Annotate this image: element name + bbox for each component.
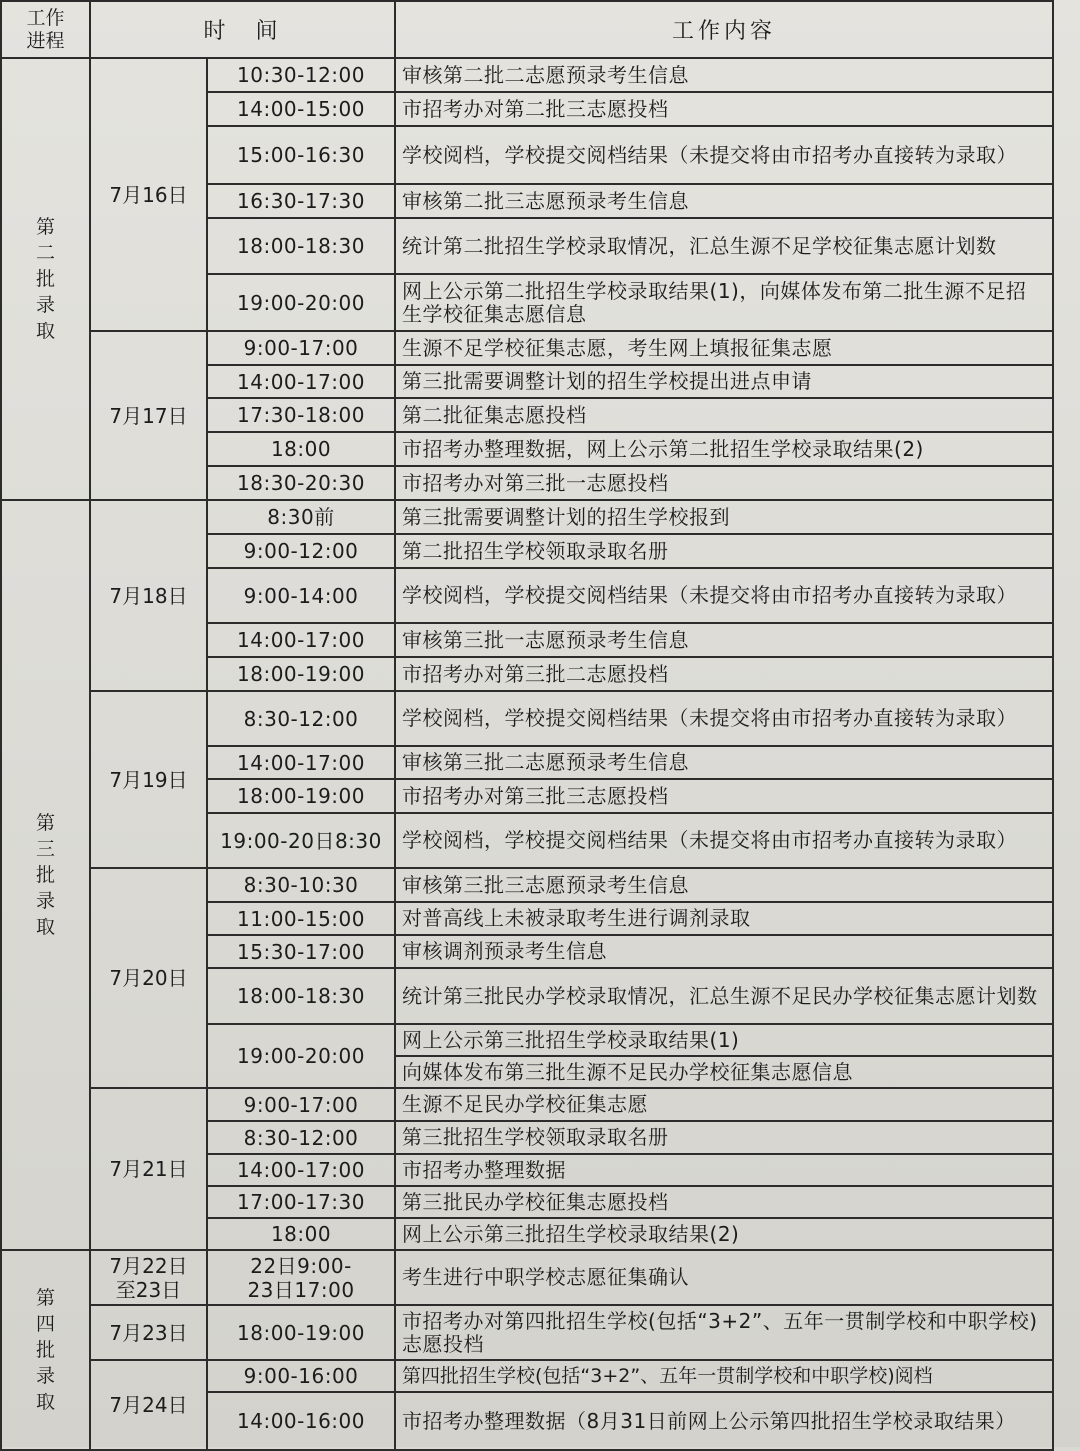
task-cell: 审核第二批三志愿预录考生信息 [395, 184, 1053, 218]
time-cell: 10:30-12:00 [207, 58, 395, 92]
time-cell: 19:00-20:00 [207, 1024, 395, 1088]
date-cell: 7月23日 [90, 1305, 207, 1360]
time-cell: 18:00-19:00 [207, 657, 395, 691]
task-cell: 生源不足学校征集志愿，考生网上填报征集志愿 [395, 331, 1053, 365]
date-cell: 7月24日 [90, 1360, 207, 1450]
phase-cell [1, 1250, 90, 1450]
phase-label: 第二批录取 [35, 216, 55, 342]
table-row [1, 868, 1053, 902]
time-cell: 14:00-17:00 [207, 1154, 395, 1186]
date-cell: 7月18日 [90, 500, 207, 691]
task-cell: 第二批招生学校领取录取名册 [395, 534, 1053, 568]
table-row [1, 58, 1053, 92]
time-cell: 18:00 [207, 1218, 395, 1250]
time-cell: 9:00-17:00 [207, 1088, 395, 1121]
table-row [1, 500, 1053, 534]
task-cell: 第三批需要调整计划的招生学校报到 [395, 500, 1053, 534]
table-row [1, 1360, 1053, 1392]
task-cell: 第三批需要调整计划的招生学校提出进点申请 [395, 365, 1053, 398]
time-cell: 18:30-20:30 [207, 466, 395, 500]
time-cell: 14:00-17:00 [207, 623, 395, 657]
time-cell: 22日9:00- 23日17:00 [207, 1250, 395, 1305]
time-cell: 8:30-12:00 [207, 1121, 395, 1154]
time-cell: 14:00-17:00 [207, 746, 395, 779]
time-cell: 9:00-17:00 [207, 331, 395, 365]
time-cell: 9:00-16:00 [207, 1360, 395, 1392]
time-cell: 14:00-16:00 [207, 1392, 395, 1450]
header-stage: 工作 进程 [1, 1, 90, 58]
time-cell: 8:30-12:00 [207, 691, 395, 746]
task-cell: 学校阅档，学校提交阅档结果（未提交将由市招考办直接转为录取） [395, 691, 1053, 746]
time-cell: 15:30-17:00 [207, 935, 395, 968]
date-cell: 7月17日 [90, 331, 207, 500]
time-cell: 18:00 [207, 432, 395, 466]
header-content: 工作内容 [395, 1, 1053, 58]
task-cell: 审核调剂预录考生信息 [395, 935, 1053, 968]
phase-label: 第三批录取 [35, 812, 55, 938]
task-cell: 市招考办整理数据（8月31日前网上公示第四批招生学校录取结果） [395, 1392, 1053, 1450]
task-cell: 学校阅档，学校提交阅档结果（未提交将由市招考办直接转为录取） [395, 568, 1053, 623]
task-cell: 统计第二批招生学校录取情况，汇总生源不足学校征集志愿计划数 [395, 218, 1053, 274]
time-cell: 9:00-12:00 [207, 534, 395, 568]
time-cell: 15:00-16:30 [207, 126, 395, 184]
time-cell: 18:00-18:30 [207, 968, 395, 1024]
phase-cell [1, 500, 90, 1250]
time-cell: 9:00-14:00 [207, 568, 395, 623]
task-cell: 市招考办对第三批一志愿投档 [395, 466, 1053, 500]
date-cell: 7月20日 [90, 868, 207, 1088]
phase-cell [1, 58, 90, 500]
time-cell: 8:30前 [207, 500, 395, 534]
task-cell: 第三批招生学校领取录取名册 [395, 1121, 1053, 1154]
task-cell: 第三批民办学校征集志愿投档 [395, 1186, 1053, 1218]
table-row [1, 1305, 1053, 1360]
task-cell: 审核第二批二志愿预录考生信息 [395, 58, 1053, 92]
time-cell: 18:00-19:00 [207, 1305, 395, 1360]
time-cell: 14:00-17:00 [207, 365, 395, 398]
task-cell: 第二批征集志愿投档 [395, 398, 1053, 432]
task-cell: 审核第三批二志愿预录考生信息 [395, 746, 1053, 779]
date-cell: 7月21日 [90, 1088, 207, 1250]
task-cell: 网上公示第二批招生学校录取结果(1)，向媒体发布第二批生源不足招生学校征集志愿信息 [395, 274, 1053, 331]
table-row [1, 1088, 1053, 1121]
task-cell: 市招考办整理数据，网上公示第二批招生学校录取结果(2) [395, 432, 1053, 466]
time-cell: 8:30-10:30 [207, 868, 395, 902]
time-cell: 18:00-18:30 [207, 218, 395, 274]
time-cell: 16:30-17:30 [207, 184, 395, 218]
header-row [1, 1, 1053, 58]
time-cell: 17:30-18:00 [207, 398, 395, 432]
header-time: 时 间 [90, 1, 395, 58]
table-row [1, 331, 1053, 365]
task-cell: 第四批招生学校(包括“3+2”、五年一贯制学校和中职学校)阅档 [395, 1360, 1053, 1392]
phase-label: 第四批录取 [35, 1287, 55, 1413]
task-cell: 审核第三批一志愿预录考生信息 [395, 623, 1053, 657]
task-cell: 统计第三批民办学校录取情况，汇总生源不足民办学校征集志愿计划数 [395, 968, 1053, 1024]
date-cell: 7月19日 [90, 691, 207, 868]
time-cell: 17:00-17:30 [207, 1186, 395, 1218]
time-cell: 14:00-15:00 [207, 92, 395, 126]
task-cell: 学校阅档，学校提交阅档结果（未提交将由市招考办直接转为录取） [395, 813, 1053, 868]
task-cell: 市招考办整理数据 [395, 1154, 1053, 1186]
task-cell: 市招考办对第二批三志愿投档 [395, 92, 1053, 126]
task-cell: 学校阅档，学校提交阅档结果（未提交将由市招考办直接转为录取） [395, 126, 1053, 184]
task-cell: 向媒体发布第三批生源不足民办学校征集志愿信息 [395, 1056, 1053, 1088]
task-cell: 市招考办对第三批二志愿投档 [395, 657, 1053, 691]
task-cell: 网上公示第三批招生学校录取结果(1) [395, 1024, 1053, 1056]
task-cell: 生源不足民办学校征集志愿 [395, 1088, 1053, 1121]
table-row [1, 691, 1053, 746]
task-cell: 市招考办对第三批三志愿投档 [395, 779, 1053, 813]
task-cell: 审核第三批三志愿预录考生信息 [395, 868, 1053, 902]
time-cell: 11:00-15:00 [207, 902, 395, 935]
time-cell: 19:00-20:00 [207, 274, 395, 331]
table-row [1, 1250, 1053, 1305]
time-cell: 18:00-19:00 [207, 779, 395, 813]
time-cell: 19:00-20日8:30 [207, 813, 395, 868]
task-cell: 网上公示第三批招生学校录取结果(2) [395, 1218, 1053, 1250]
task-cell: 对普高线上未被录取考生进行调剂录取 [395, 902, 1053, 935]
date-cell: 7月16日 [90, 58, 207, 331]
date-cell: 7月22日 至23日 [90, 1250, 207, 1305]
task-cell: 市招考办对第四批招生学校(包括“3+2”、五年一贯制学校和中职学校)志愿投档 [395, 1305, 1053, 1360]
task-cell: 考生进行中职学校志愿征集确认 [395, 1250, 1053, 1305]
